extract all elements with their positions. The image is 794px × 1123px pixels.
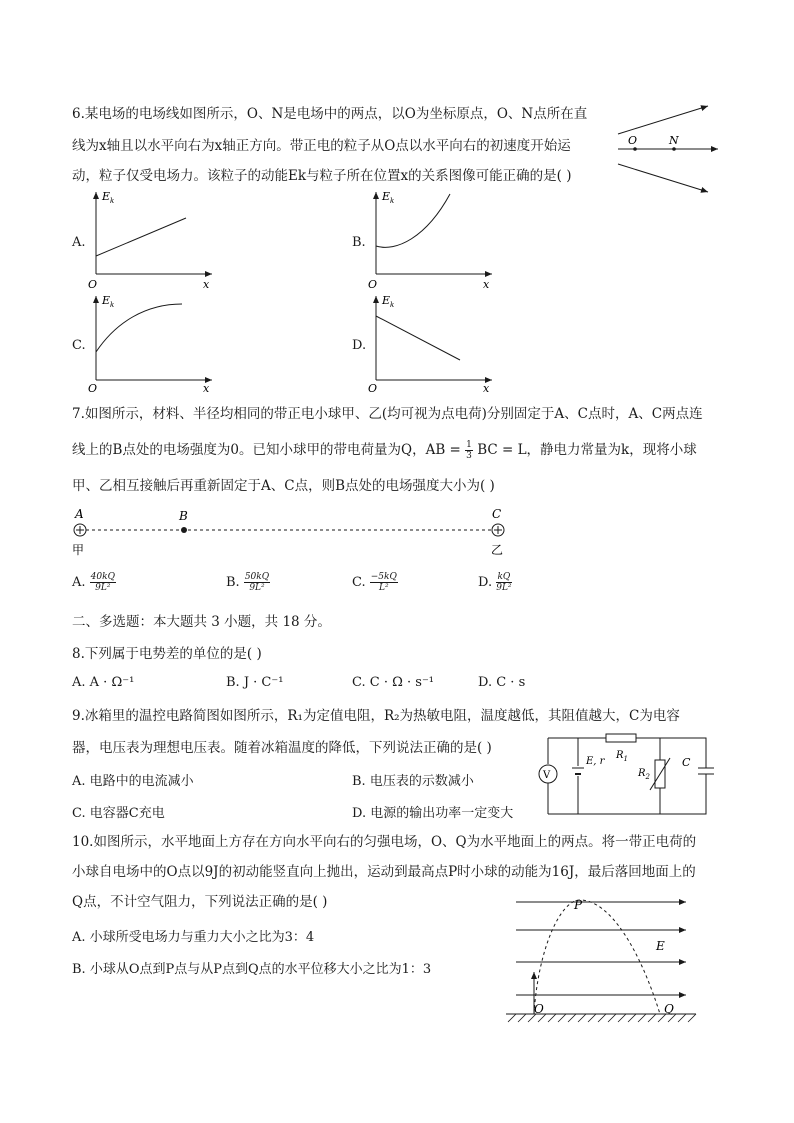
field-line-upper: [618, 106, 708, 134]
svg-text:x: x: [483, 278, 490, 291]
q9-line1: 9.冰箱里的温控电路简图如图所示，R₁为定值电阻，R₂为热敏电阻，温度越低，其阻值越大，C为电容: [72, 708, 680, 724]
svg-text:C: C: [682, 756, 691, 769]
point-O: [633, 147, 637, 151]
q9-option-c[interactable]: C. 电容器C充电: [72, 806, 165, 821]
svg-text:O: O: [368, 278, 378, 291]
q7-option-b[interactable]: B. $\frac{50kQ}{\text{9L²}}$: [226, 572, 270, 593]
q9-line2: 器，电压表为理想电压表。随着冰箱温度的降低，下列说法正确的是( ): [72, 740, 492, 756]
q6-line2: 线为x轴且以水平向右为x轴正方向。带正电的粒子从O点以水平向右的初速度开始运: [72, 138, 571, 154]
svg-text:Ek: $E_k$: [382, 190, 395, 205]
section-heading: 二、多选题：本大题共 3 小题，共 18 分。: [72, 614, 331, 630]
q10-line3: Q点，不计空气阻力，下列说法正确的是( ): [72, 894, 328, 910]
svg-text:x: x: [203, 382, 210, 395]
q8-stem: 8.下列属于电势差的单位的是( ): [72, 646, 262, 662]
q7-line1: 7.如图所示，材料、半径均相同的带正电小球甲、乙(均可视为点电荷)分别固定于A、C点时，A、C两点连: [72, 406, 703, 422]
q10-line1: 10.如图所示，水平地面上方存在方向水平向右的匀强电场，O、Q为水平地面上的两点。将一带正电荷的: [72, 834, 697, 850]
q8-option-d[interactable]: D. C · s: [478, 675, 526, 690]
svg-text:R1: $R_1$: [616, 750, 628, 763]
svg-text:Ek: $E_k$: [102, 190, 115, 205]
curve-linear-decrease: [376, 316, 460, 360]
curve-concave-down: [96, 304, 182, 352]
q10-line2: 小球自电场中的O点以9J的初动能竖直向上抛出，运动到最高点P时小球的动能为16J，最后落回地面上的: [72, 864, 696, 880]
svg-text:A: A: [75, 507, 84, 521]
q7-option-c[interactable]: C. $\frac{-5kQ}{\text{L²}}$: [352, 572, 397, 593]
svg-text:甲: 甲: [72, 543, 85, 557]
q9-option-a[interactable]: A. 电路中的电流减小: [72, 774, 194, 789]
svg-text:O: O: [88, 382, 98, 395]
point-N: [672, 147, 676, 151]
q7-option-d[interactable]: D. $\frac{kQ}{\text{9L²}}$: [478, 572, 512, 593]
q8-option-c[interactable]: C. C · Ω · s⁻¹: [352, 675, 435, 690]
q6-graph-c: [86, 292, 216, 396]
svg-text:Ek: $E_k$: [382, 294, 395, 309]
svg-text:P: P: [574, 898, 583, 912]
label-O: O: [628, 134, 638, 147]
svg-text:E, r: E, r: [586, 756, 605, 767]
q10-field-figure: [500, 890, 700, 1030]
svg-text:V: V: [543, 770, 551, 781]
q6-line1: 6.某电场的电场线如图所示，O、N是电场中的两点，以O为坐标原点，O、N点所在直: [72, 106, 588, 122]
q6-option-c-label[interactable]: C.: [72, 338, 86, 353]
svg-text:B: B: [179, 509, 188, 523]
trajectory-path: [534, 900, 660, 1014]
svg-text:R2: $R_2$: [638, 768, 650, 781]
svg-text:x: x: [203, 278, 210, 291]
q9-option-d[interactable]: D. 电源的输出功率一定变大: [352, 806, 514, 821]
svg-text:O: O: [88, 278, 98, 291]
q6-graph-b: [366, 188, 496, 292]
q9-circuit: [536, 730, 716, 822]
q7-line2: 线上的B点处的电场强度为0。已知小球甲的带电荷量为Q，AB = $\frac{1}{3}$ BC = L，静电力常量为k，现将小球: [72, 440, 697, 461]
q6-graph-d: [366, 292, 496, 396]
q8-option-b[interactable]: B. J · C⁻¹: [226, 675, 284, 690]
curve-linear-increase: [96, 218, 186, 256]
field-line-lower: [618, 164, 708, 192]
q9-option-b[interactable]: B. 电压表的示数减小: [352, 774, 474, 789]
field-lines-figure: [612, 96, 724, 200]
svg-text:乙: 乙: [491, 543, 504, 557]
resistor-r1: [606, 734, 636, 742]
q6-line3: 动，粒子仅受电场力。该粒子的动能Ek与粒子所在位置x的关系图像可能正确的是( ): [72, 168, 572, 184]
svg-text:Ek: $E_k$: [102, 294, 115, 309]
svg-text:O: O: [368, 382, 378, 395]
q6-graph-a: [86, 188, 216, 292]
label-N: N: [669, 134, 679, 147]
q10-option-a[interactable]: A. 小球所受电场力与重力大小之比为3：4: [72, 930, 315, 945]
q6-option-b-label[interactable]: B.: [352, 235, 366, 250]
svg-text:E: E: [656, 939, 665, 953]
q6-option-d-label[interactable]: D.: [352, 338, 367, 353]
svg-text:C: C: [492, 507, 502, 521]
q7-option-a[interactable]: A. $\frac{40kQ}{\text{9L²}}$: [72, 572, 115, 593]
svg-text:O: O: [534, 1002, 544, 1016]
svg-text:Q: Q: [664, 1002, 674, 1016]
q7-line3: 甲、乙相互接触后再重新固定于A、C点，则B点处的电场强度大小为( ): [72, 478, 495, 494]
q6-option-a-label[interactable]: A.: [72, 235, 86, 250]
q8-option-a[interactable]: A. A · Ω⁻¹: [72, 675, 135, 690]
svg-text:x: x: [483, 382, 490, 395]
point-b: [181, 527, 187, 533]
q7-charge-figure: [68, 504, 512, 560]
q10-option-b[interactable]: B. 小球从O点到P点与从P点到Q点的水平位移大小之比为1：3: [72, 962, 432, 977]
